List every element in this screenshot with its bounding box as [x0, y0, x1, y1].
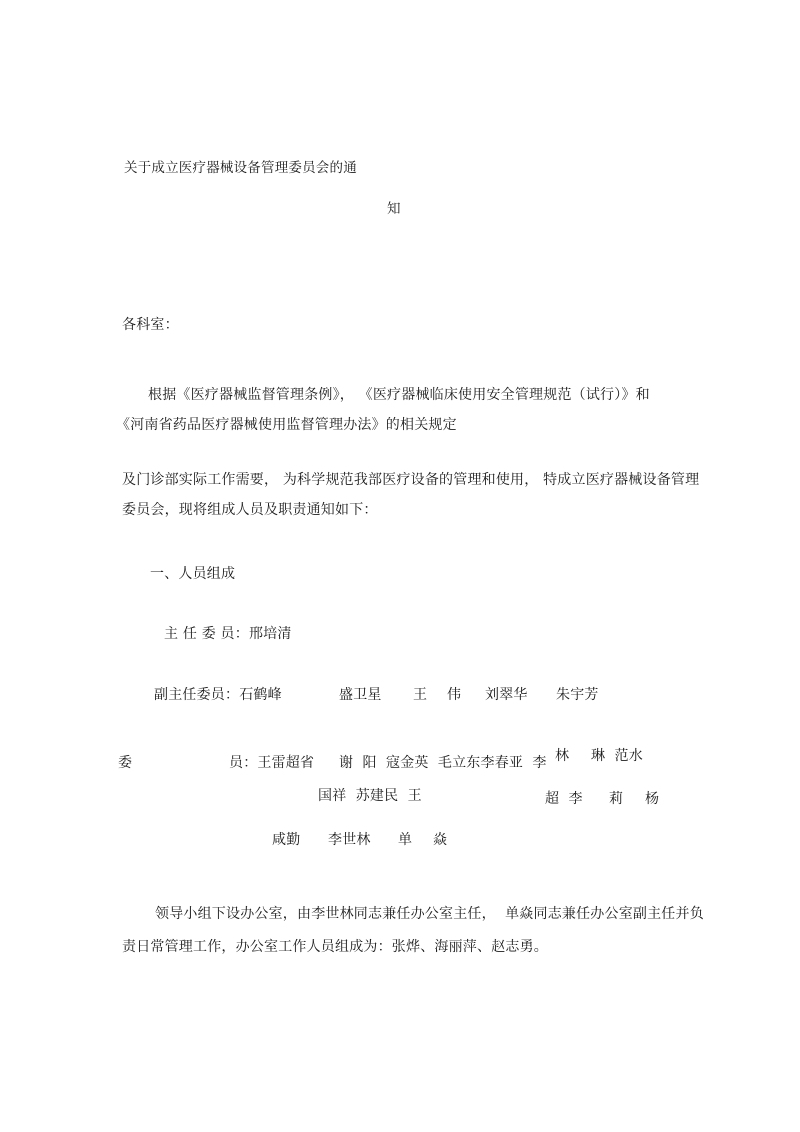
director-line: 主 任 委 员：邢培清	[164, 626, 292, 642]
members-row-2c: 莉	[609, 791, 624, 807]
members-row-1a: 谢 阳 寇金英 毛立东李春亚 李	[339, 755, 547, 771]
paragraph-1-line-2: 《河南省药品医疗器械使用监督管理办法》的相关规定	[116, 417, 457, 433]
members-row-2d: 杨	[645, 791, 660, 807]
members-row-3-name: 咸勤	[272, 832, 301, 848]
vice-name: 刘翠华	[485, 687, 528, 703]
members-row-2a: 国祥 苏建民 王	[318, 788, 422, 804]
members-row-1b: 林	[555, 748, 570, 764]
paragraph-2-line-1: 及门诊部实际工作需要， 为科学规范我部医疗设备的管理和使用， 特成立医疗器械设备管理	[122, 472, 700, 488]
paragraph-1-line-1: 根据《医疗器械监督管理条例》， 《医疗器械临床使用安全管理规范（试行）》和	[148, 387, 650, 403]
office-line-2: 责日常管理工作，办公室工作人员组成为：张烨、海丽萍、赵志勇。	[122, 939, 548, 955]
title-line-2: 知	[387, 201, 401, 217]
members-row-1c: 琳 范水	[591, 748, 643, 764]
vice-name: 伟	[447, 687, 462, 703]
vice-name: 盛卫星	[339, 687, 382, 703]
members-row-3-name: 单	[398, 832, 413, 848]
vice-name: 朱宇芳	[556, 687, 599, 703]
vice-name: 王	[413, 687, 428, 703]
members-label-right: 员：王雷超省	[229, 755, 315, 771]
salutation: 各科室：	[122, 317, 179, 333]
members-row-3-name: 李世林	[328, 832, 371, 848]
title-line-1: 关于成立医疗器械设备管理委员会的通	[124, 160, 357, 176]
vice-director-label: 副主任委员：石鹤峰	[154, 687, 282, 703]
members-row-3-name: 焱	[433, 832, 448, 848]
section-heading: 一、人员组成	[150, 566, 236, 582]
members-row-2b: 超 李	[545, 791, 583, 807]
paragraph-2-line-2: 委员会，现将组成人员及职责通知如下：	[122, 502, 378, 518]
members-label-left: 委	[118, 755, 133, 771]
office-line-1: 领导小组下设办公室，由李世林同志兼任办公室主任， 单焱同志兼任办公室副主任并负	[155, 906, 704, 922]
